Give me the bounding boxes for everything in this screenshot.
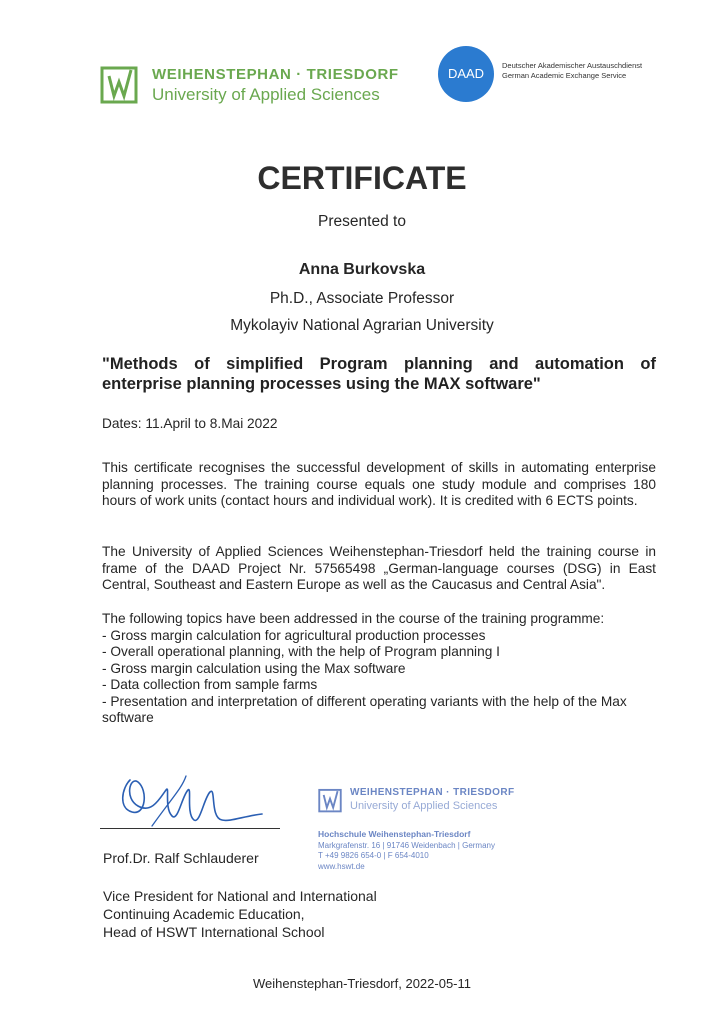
daad-logo-icon: DAAD	[438, 46, 494, 102]
presented-to: Presented to	[318, 213, 406, 230]
course-title: "Methods of simplified Program planning and automation of enterprise planning processes using the MAX software"	[102, 355, 656, 393]
signer-name: Prof.Dr. Ralf Schlauderer	[103, 850, 259, 866]
recipient-degree: Ph.D., Associate Professor	[269, 290, 455, 307]
stamp-address	[318, 829, 495, 872]
daad-line-2: German Academic Exchange Service	[502, 71, 627, 80]
stamp-name: WEIHENSTEPHAN · TRIESDORF	[350, 787, 515, 798]
handwritten-signature	[112, 768, 272, 840]
hswt-logo-icon	[100, 64, 138, 104]
daad-text	[502, 61, 642, 81]
signer-role-line-3: Head of HSWT International School	[103, 924, 325, 940]
stamp-line-2: Markgrafenstr. 16 | 91746 Weidenbach | Germany	[318, 840, 495, 850]
stamp-line-4: www.hswt.de	[318, 861, 365, 871]
topic-item: - Overall operational planning, with the help of Program planning I	[102, 644, 500, 659]
signer-role-line-2: Continuing Academic Education,	[103, 906, 305, 922]
topic-item: - Gross margin calculation for agricultural production processes	[102, 627, 486, 643]
signer-role-line-1: Vice President for National and International	[103, 888, 377, 904]
daad-line-1: Deutscher Akademischer Austauschdienst	[502, 61, 643, 70]
hswt-name: WEIHENSTEPHAN · TRIESDORF	[152, 66, 399, 83]
topic-item: - Gross margin calculation using the Max software	[102, 660, 406, 676]
topic-item: - Data collection from sample farms	[102, 677, 318, 692]
signer-role	[103, 887, 423, 941]
hswt-logo	[100, 62, 400, 108]
course-dates: Dates: 11.April to 8.Mai 2022	[102, 416, 278, 431]
hswt-subtitle: University of Applied Sciences	[152, 85, 380, 104]
certificate-title: CERTIFICATE	[257, 160, 467, 196]
paragraph-skills: This certificate recognises the successful development of skills in automating enterprise planning processes. The training course equals one study module and comprises 180 hours of work units (contact hours and individual work). It is credited with 6 ECTS points.	[102, 460, 656, 508]
topic-item: - Presentation and interpretation of different operating variants with the help of the Max software	[102, 693, 627, 725]
topics-section	[102, 611, 662, 727]
paragraph-project: The University of Applied Sciences Weihenstephan-Triesdorf held the training course in frame of the DAAD Project Nr. 57565498 „German-language courses (DSG) in East Central, Southeast and Eastern Europe as well as the Caucasus and Central Asia".	[102, 544, 656, 592]
daad-logo	[438, 46, 678, 102]
signature-line	[100, 828, 280, 829]
stamp-logo-icon	[318, 787, 342, 813]
topics-intro: The following topics have been addressed in the course of the training programme:	[102, 611, 605, 626]
stamp-line-1: Hochschule Weihenstephan-Triesdorf	[318, 829, 471, 839]
recipient-institution: Mykolayiv National Agrarian University	[230, 317, 494, 334]
stamp-subtitle: University of Applied Sciences	[350, 800, 498, 812]
recipient-name: Anna Burkovska	[298, 261, 426, 278]
stamp-line-3: T +49 9826 654-0 | F 654-4010	[318, 851, 429, 860]
institution-stamp	[318, 785, 528, 885]
place-and-date: Weihenstephan-Triesdorf, 2022-05-11	[253, 976, 471, 991]
